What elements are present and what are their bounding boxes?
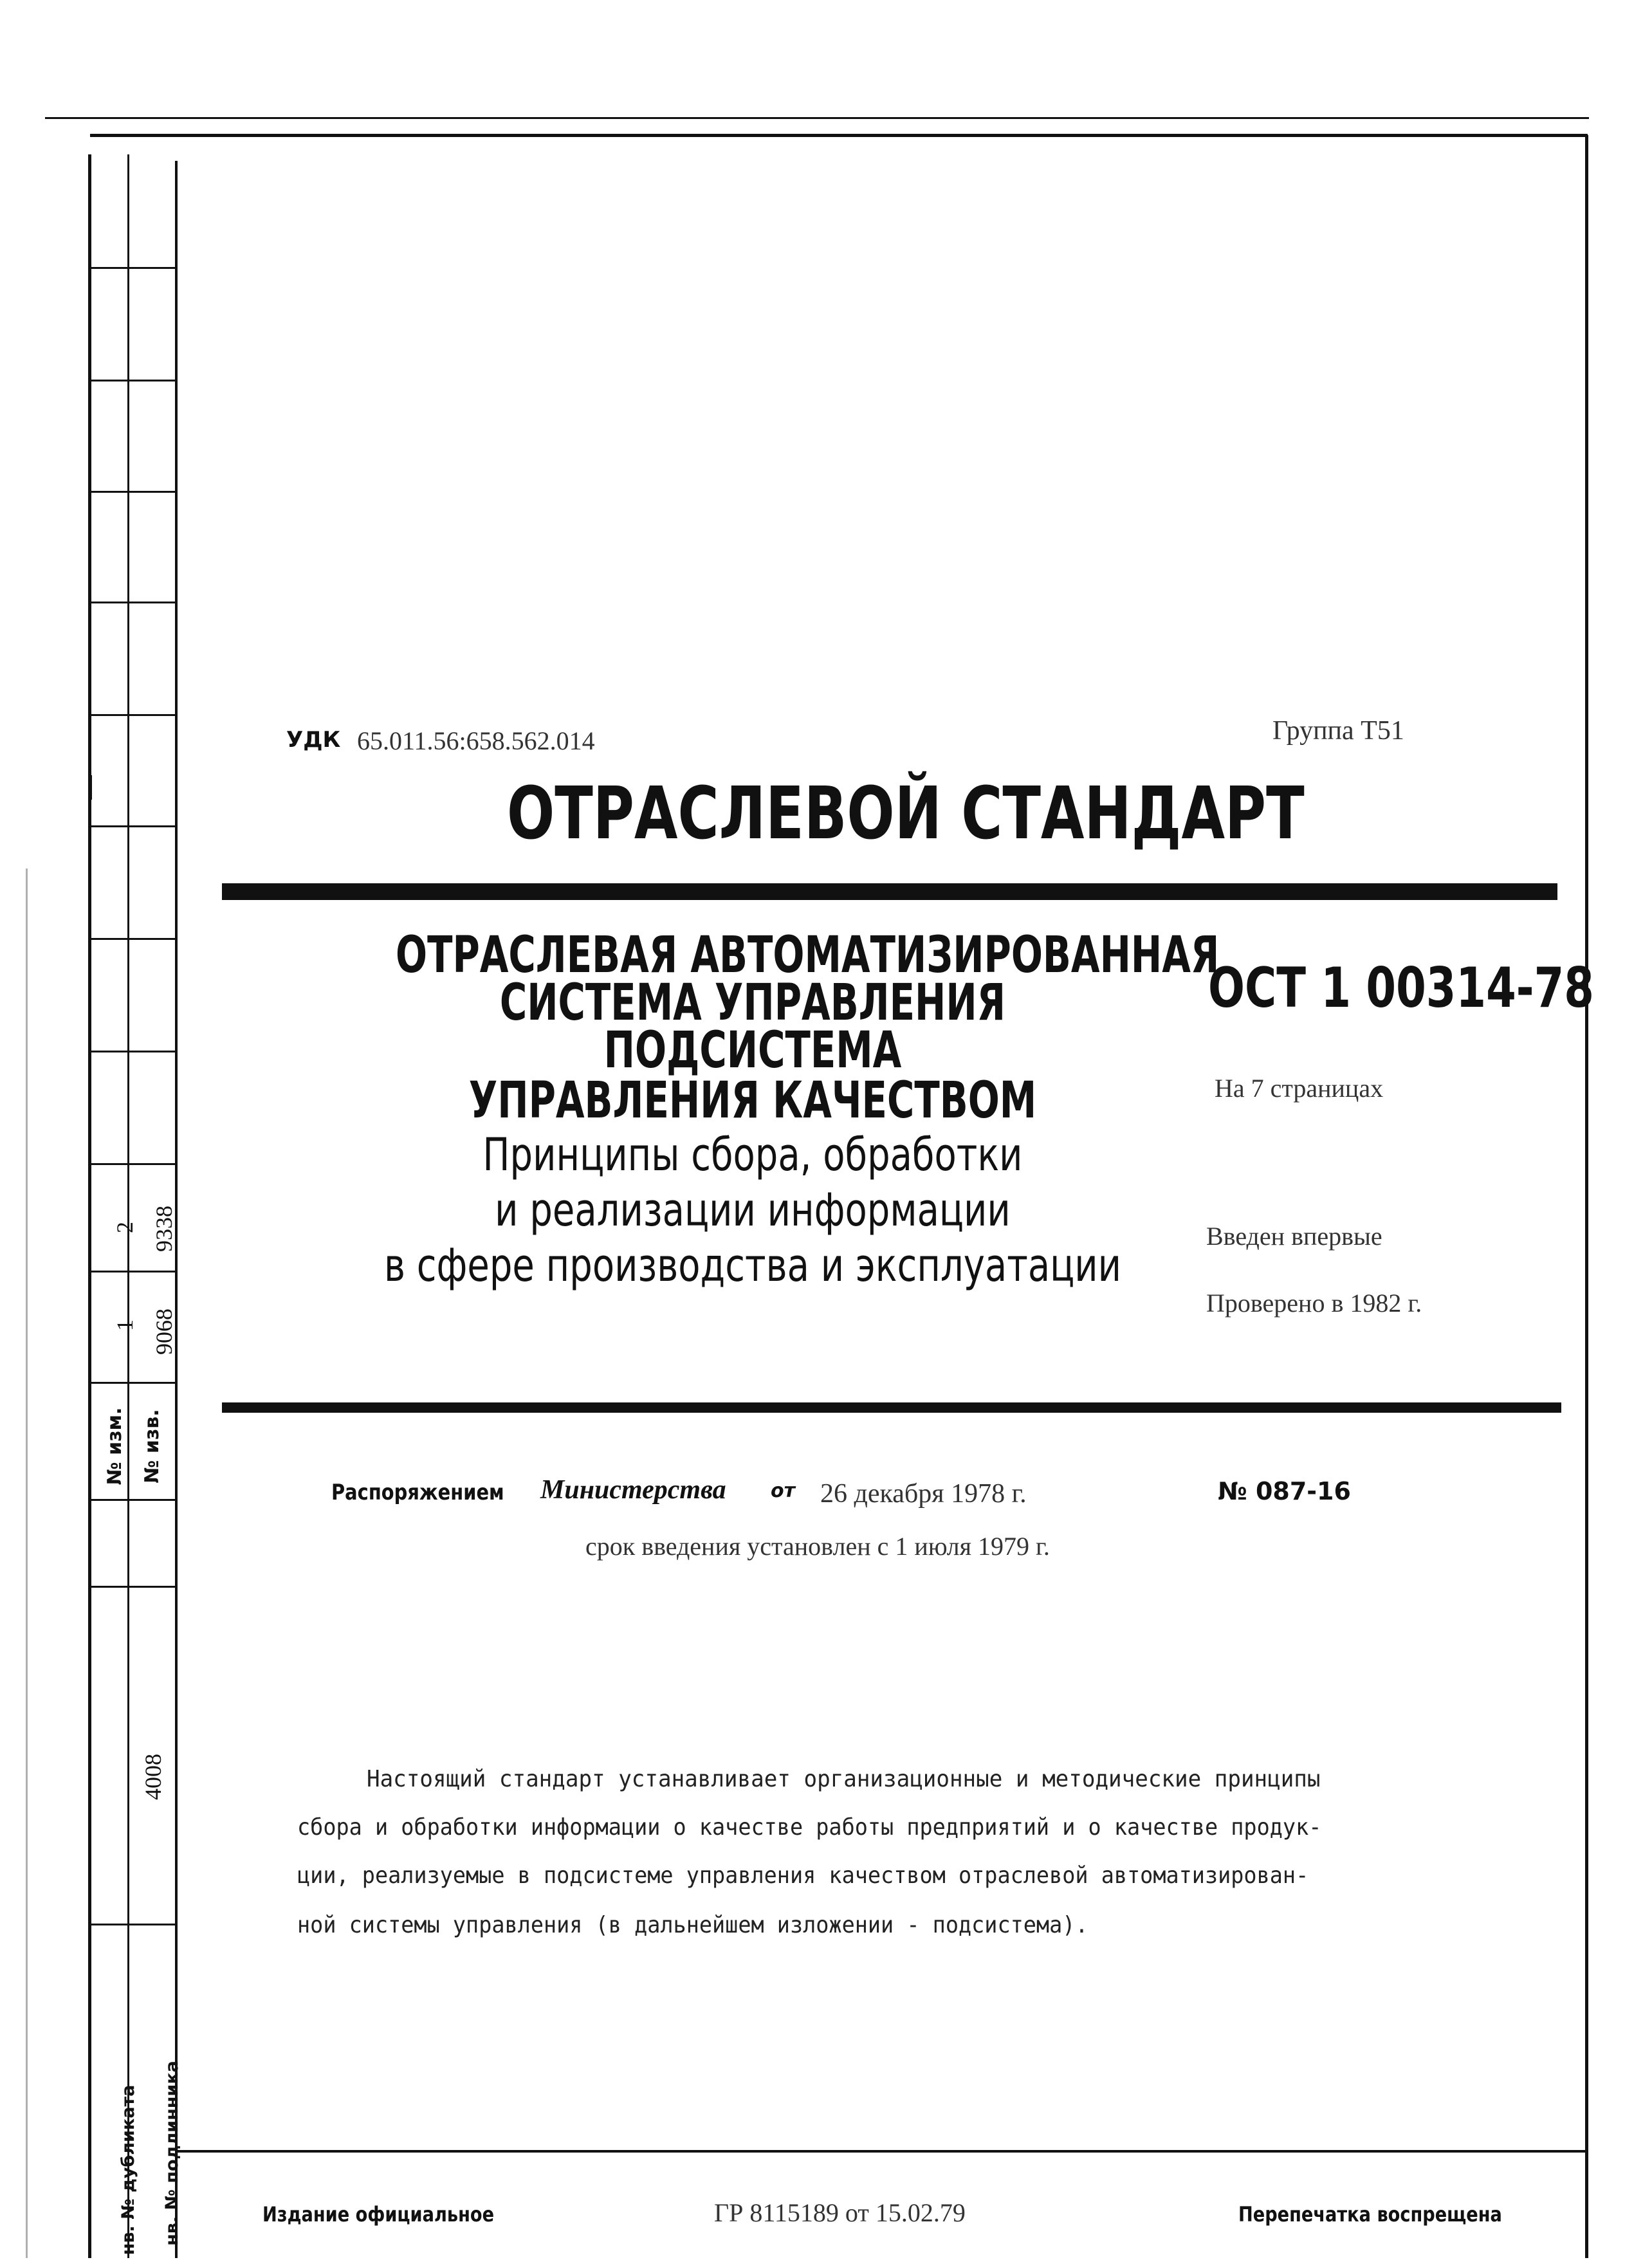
margin-mark: [26, 868, 28, 2258]
stamp-row-line: [88, 267, 177, 269]
thick-rule-bottom: [222, 1402, 1561, 1413]
stamp-document-number-9068: 9068: [151, 1309, 177, 1355]
body-line: ции, реализуемые в подсистеме управления качеством отраслевой автоматизирован-: [297, 1862, 1309, 1889]
stamp-document-label: № изв.: [141, 1409, 163, 1484]
effective-date: срок введения установлен с 1 июля 1979 г.: [585, 1532, 1050, 1561]
stamp-row-line: [88, 1924, 177, 1925]
group-label: Группа Т51: [1272, 716, 1404, 746]
stamp-row-line: [88, 1499, 177, 1501]
thick-rule-top: [222, 883, 1557, 900]
registration-number: ГР 8115189 от 15.02.79: [714, 2198, 966, 2227]
stamp-change-number-1: 1: [112, 1319, 138, 1331]
margin-mark: [90, 775, 92, 800]
stamp-row-line: [88, 380, 177, 381]
frame-right-line: [1585, 135, 1588, 2258]
standard-subtitle-line: и реализации информации: [495, 1184, 1011, 1236]
order-label: Распоряжением: [331, 1480, 504, 1505]
stamp-row-line: [88, 714, 177, 716]
order-ministry: Министерства: [540, 1475, 726, 1505]
stamp-change-number-2: 2: [112, 1222, 138, 1233]
introduced-status: Введен впервые: [1206, 1222, 1382, 1251]
udk-code: 65.011.56:658.562.014: [357, 726, 595, 755]
standard-title-line: УПРАВЛЕНИЯ КАЧЕСТВОМ: [468, 1072, 1037, 1130]
standard-title-line: ПОДСИСТЕМА: [603, 1022, 902, 1079]
order-date: 26 декабря 1978 г.: [820, 1479, 1027, 1509]
udk-label: УДК: [286, 727, 341, 753]
order-from: от: [771, 1480, 795, 1502]
frame-bottom-line: [175, 2150, 1587, 2153]
stamp-column-line-1: [127, 154, 129, 2258]
edition-label: Издание официальное: [262, 2202, 495, 2227]
stamp-row-line: [88, 1586, 177, 1588]
stamp-document-number-9338: 9338: [151, 1206, 177, 1252]
stamp-row-line: [88, 602, 177, 603]
stamp-row-line: [88, 491, 177, 493]
stamp-row-line: [88, 1271, 177, 1272]
checked-status: Проверено в 1982 г.: [1206, 1289, 1422, 1318]
stamp-original-label: нв. № подлинника: [162, 2061, 182, 2246]
stamp-row-line: [88, 1382, 177, 1384]
top-edge-line: [45, 117, 1589, 119]
stamp-row-line: [88, 1163, 177, 1165]
standard-title: [270, 926, 1235, 1293]
stamp-original-number: 4008: [140, 1754, 166, 1800]
standard-subtitle-line: в сфере производства и эксплуатации: [383, 1239, 1122, 1292]
reprint-notice: Перепечатка воспрещена: [1238, 2202, 1502, 2227]
frame-top-line: [90, 134, 1588, 137]
frame-left-line: [88, 154, 91, 2258]
standard-code: ОСТ 1 00314-78: [1208, 956, 1594, 1020]
body-line: сбора и обработки информации о качестве работы предприятий и о качестве продук-: [297, 1814, 1322, 1841]
pages-count: На 7 страницах: [1215, 1074, 1384, 1103]
standard-title-line: СИСТЕМА УПРАВЛЕНИЯ: [499, 974, 1006, 1032]
main-title: ОТРАСЛЕВОЙ СТАНДАРТ: [507, 772, 1305, 856]
stamp-row-line: [88, 825, 177, 827]
standard-subtitle-line: Принципы сбора, обработки: [482, 1128, 1023, 1181]
stamp-change-label: № изм.: [104, 1407, 126, 1485]
body-line: ной системы управления (в дальнейшем изложении - подсистема).: [297, 1912, 1088, 1938]
stamp-duplicate-label: нв. № дубликата: [118, 2084, 138, 2255]
order-number: № 087-16: [1218, 1477, 1351, 1505]
stamp-row-line: [88, 938, 177, 940]
stamp-row-line: [88, 1051, 177, 1052]
standard-title-line: ОТРАСЛЕВАЯ АВТОМАТИЗИРОВАННАЯ: [396, 926, 1220, 984]
body-line: Настоящий стандарт устанавливает организационные и методические принципы: [367, 1766, 1321, 1792]
